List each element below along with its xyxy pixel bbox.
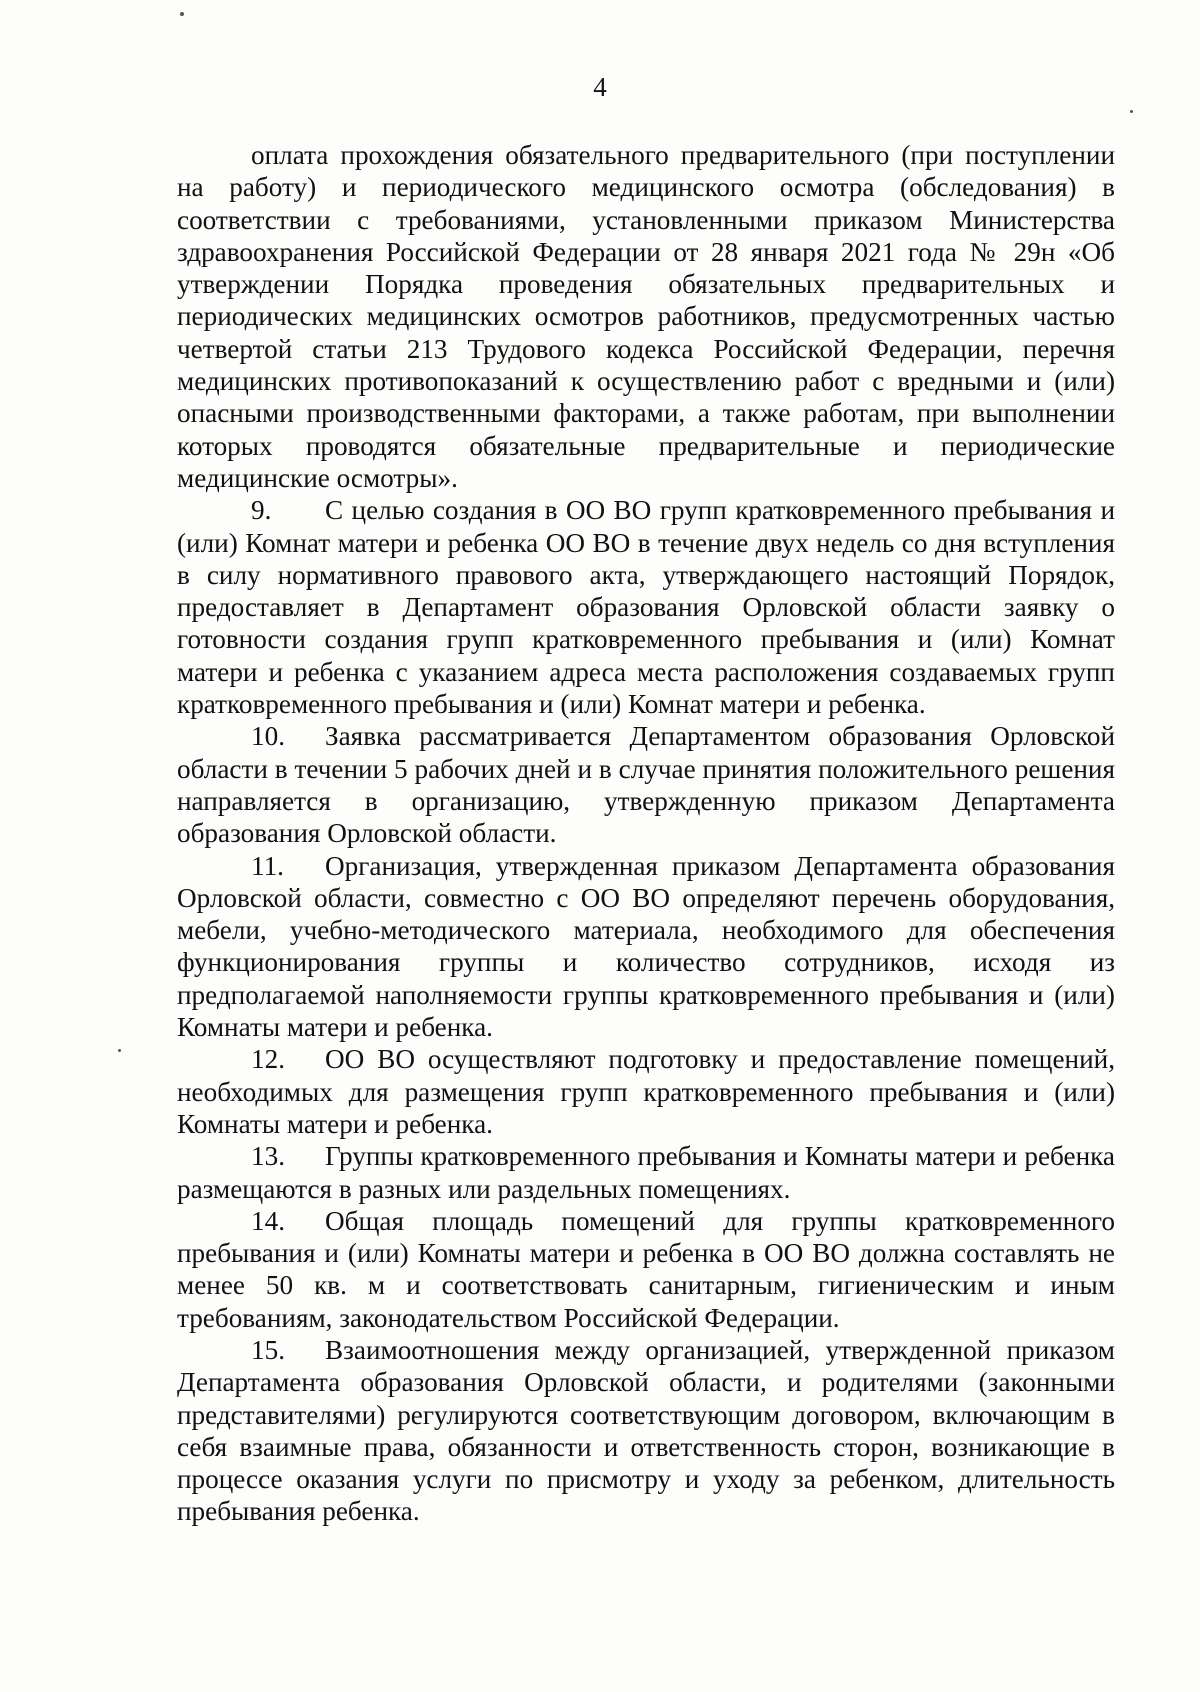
paragraph-number: 15. [251, 1334, 285, 1365]
paragraph-text: Взаимоотношения между организацией, утвержденной приказом Департамента образования Орловской области, и родителями (законными представителями) регулируются соответствующим договором, включающим в себя взаимные права, обязанности и ответственность сторон, возникающие в процессе оказания услуги по присмотру и уходу за ребенком, длительность пребывания ребенка. [177, 1334, 1115, 1527]
paragraph-14 [177, 1205, 1115, 1334]
paragraph-9 [177, 494, 1115, 720]
paragraph-text: Группы кратковременного пребывания и Комнаты матери и ребенка размещаются в разных или раздельных помещениях. [177, 1141, 1115, 1204]
paragraph-12 [177, 1043, 1115, 1140]
paragraph-text: Общая площадь помещений для группы кратковременного пребывания и (или) Комнаты матери и ребенка в ОО ВО должна составлять не менее 50 кв. м и соответствовать санитарным, гигиеническим и иным требованиям, законодательством Российской Федерации. [177, 1205, 1115, 1333]
paragraph-number: 11. [251, 850, 284, 881]
scan-speck [1130, 110, 1133, 113]
paragraph-continuation [177, 139, 1115, 494]
paragraph-number: 9. [251, 495, 272, 526]
paragraph-11 [177, 850, 1115, 1044]
document-body [177, 139, 1115, 1528]
paragraph-text: С целью создания в ОО ВО групп кратковременного пребывания и (или) Комнат матери и ребенка ОО ВО в течение двух недель со дня вступления в силу нормативного правового акта, утверждающего настоящий Порядок, предоставляет в Департамент образования Орловской области заявку о готовности создания групп кратковременного пребывания и (или) Комнат матери и ребенка с указанием адреса места расположения создаваемых групп кратковременного пребывания и (или) Комнат матери и ребенка. [177, 495, 1115, 720]
paragraph-10 [177, 720, 1115, 849]
scan-speck [180, 12, 184, 16]
scan-speck [118, 1049, 121, 1052]
page-number: 4 [593, 72, 607, 102]
paragraph-number: 14. [251, 1205, 285, 1236]
paragraph-13 [177, 1140, 1115, 1205]
paragraph-text: Заявка рассматривается Департаментом образования Орловской области в течении 5 рабочих дней и в случае принятия положительного решения направляется в организацию, утвержденную приказом Департамента образования Орловской области. [177, 721, 1115, 849]
paragraph-text: ОО ВО осуществляют подготовку и предоставление помещений, необходимых для размещения групп кратковременного пребывания и (или) Комнаты матери и ребенка. [177, 1044, 1115, 1139]
paragraph-number: 12. [251, 1044, 285, 1075]
paragraph-15 [177, 1334, 1115, 1528]
paragraph-number: 10. [251, 721, 285, 752]
paragraph-number: 13. [251, 1141, 285, 1172]
paragraph-text: оплата прохождения обязательного предварительного (при поступлении на работу) и периодического медицинского осмотра (обследования) в соответствии с требованиями, установленными приказом Министерства здравоохранения Российской Федерации от 28 января 2021 года № 29н «Об утверждении Порядка проведения обязательных предварительных и периодических медицинских осмотров работников, предусмотренных частью четвертой статьи 213 Трудового кодекса Российской Федерации, перечня медицинских противопоказаний к осуществлению работ с вредными и (или) опасными производственными факторами, а также работам, при выполнении которых проводятся обязательные предварительные и периодические медицинские осмотры». [177, 140, 1115, 493]
paragraph-text: Организация, утвержденная приказом Департамента образования Орловской области, совместно с ОО ВО определяют перечень оборудования, мебели, учебно-методического материала, необходимого для обеспечения функционирования группы и количество сотрудников, исходя из предполагаемой наполняемости группы кратковременного пребывания и (или) Комнаты матери и ребенка. [177, 850, 1115, 1043]
